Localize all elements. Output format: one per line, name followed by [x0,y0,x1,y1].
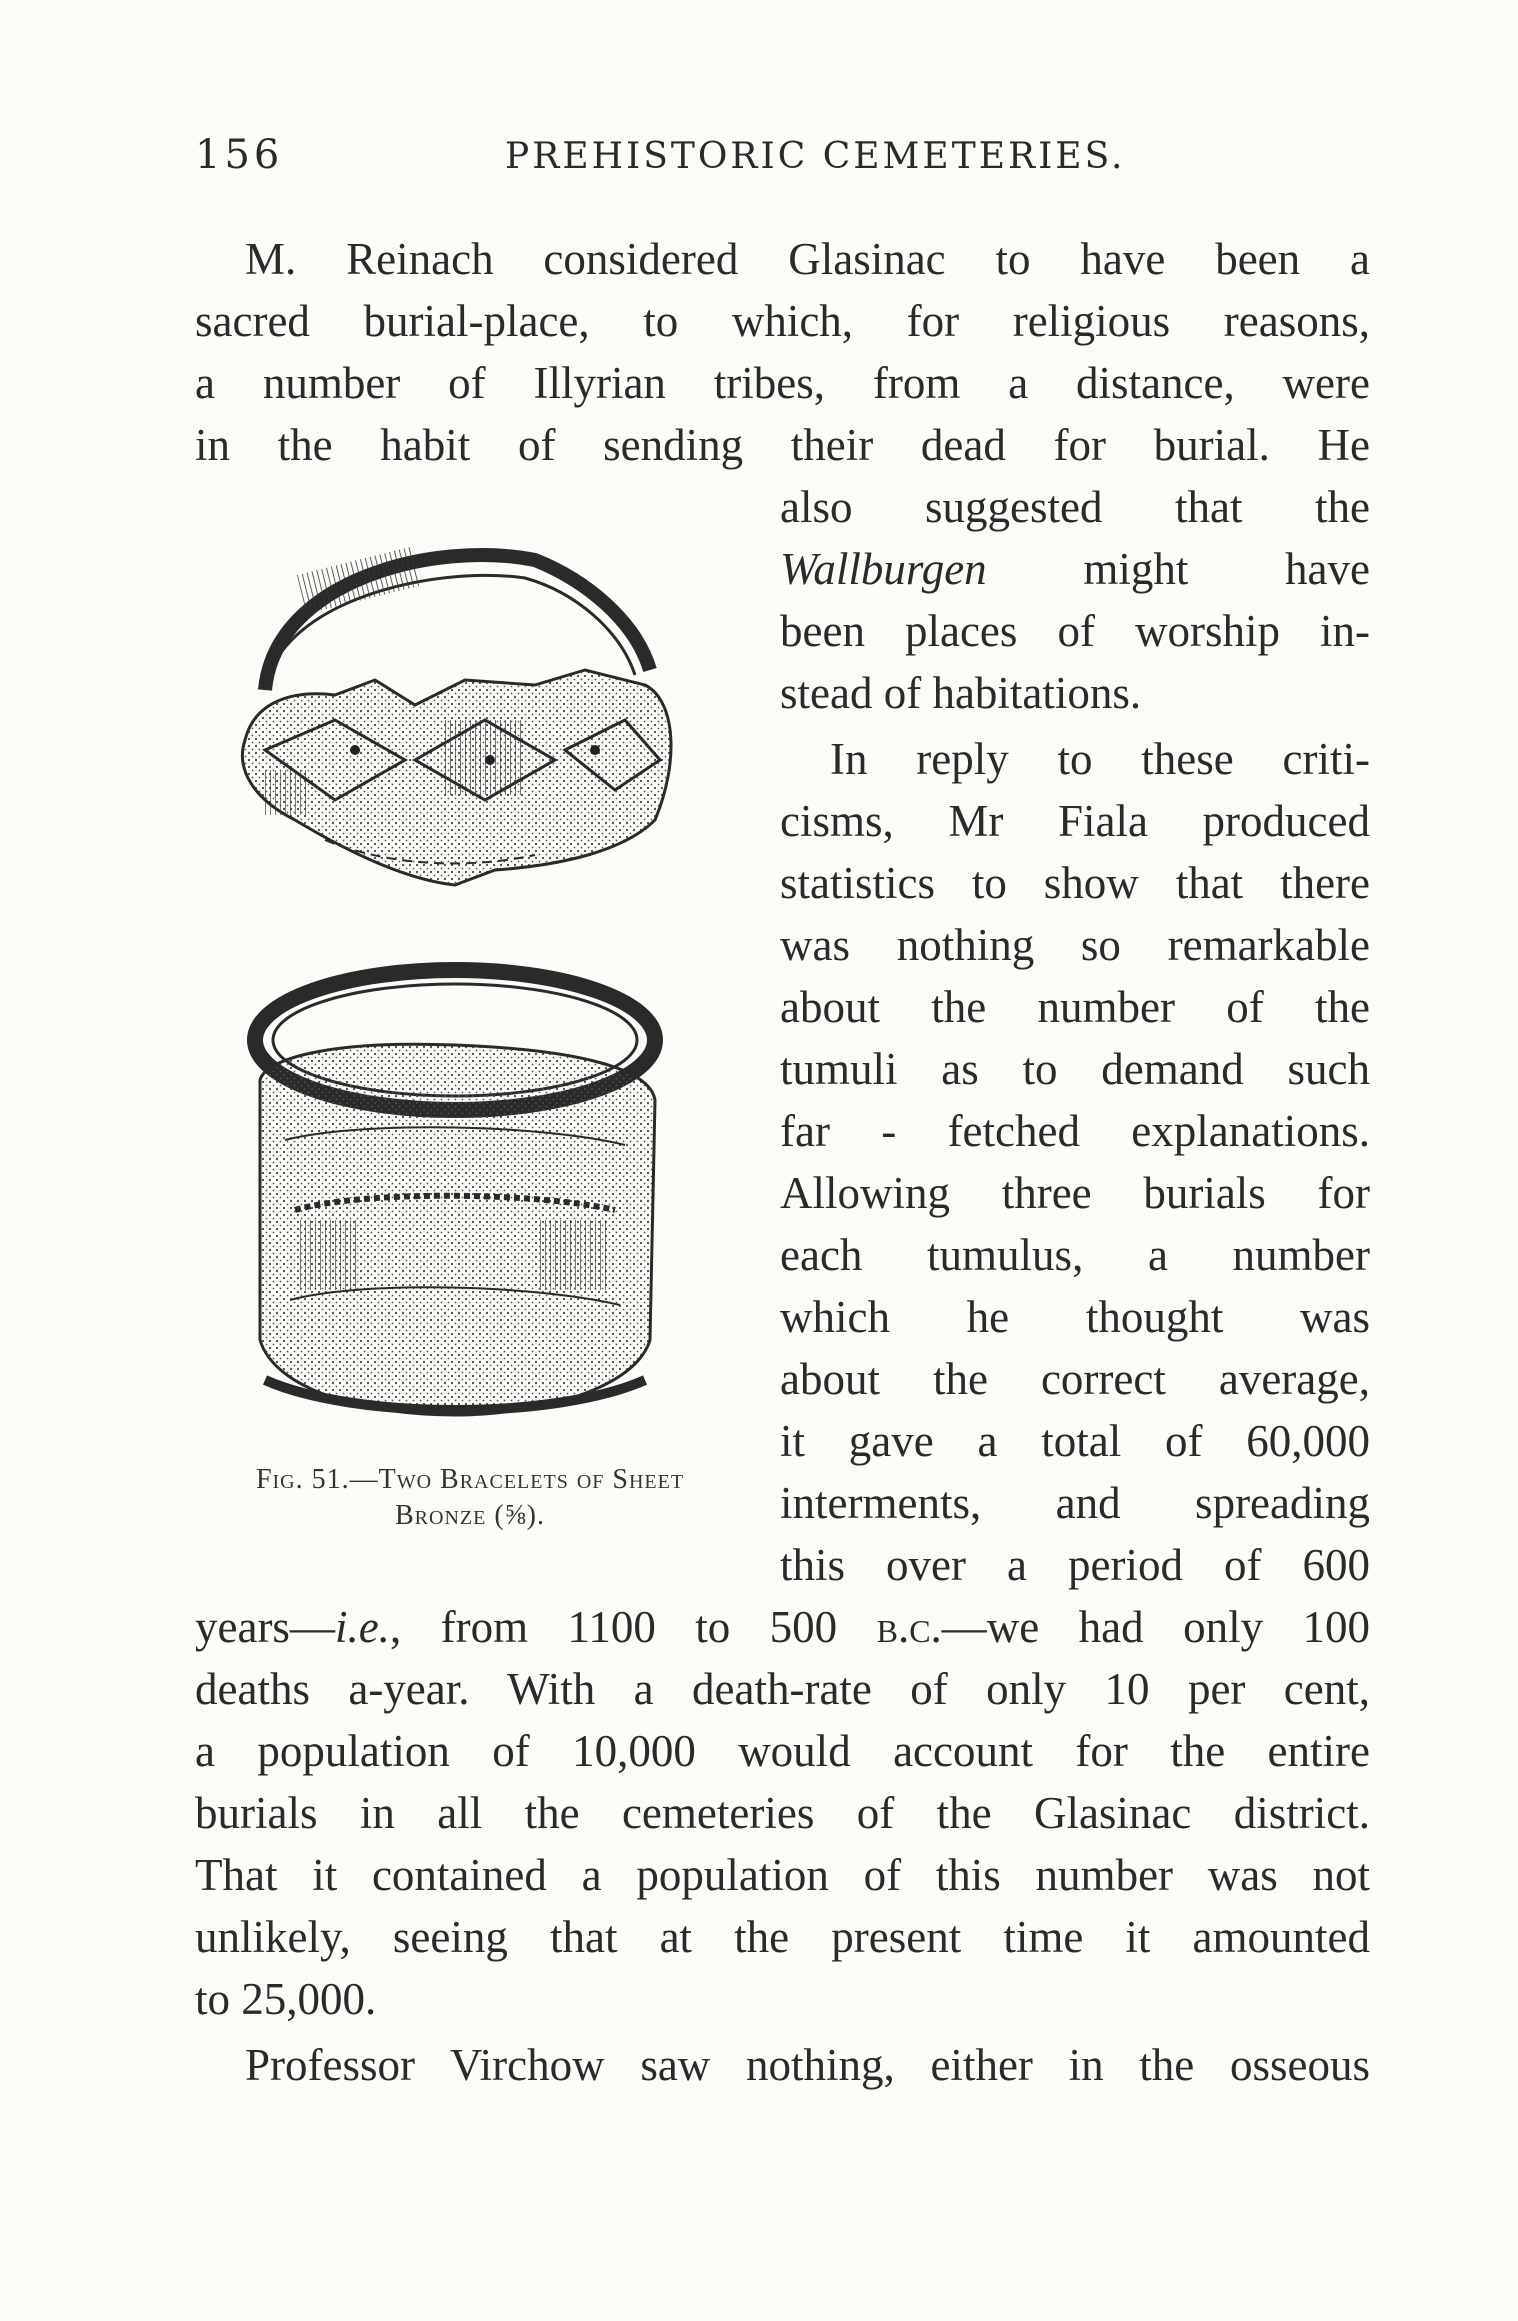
caption-line: Fig. 51.—Two Bracelets of Sheet [255,1464,685,1495]
text-line: also suggested that the [780,482,1370,532]
text-line: been places of worship in- [780,606,1370,656]
text-line: Professor Virchow saw nothing, either in the osseous [245,2040,1370,2090]
text-line: unlikely, seeing that at the present time it amounted [195,1912,1370,1962]
text-line: tumuli as to demand such [780,1044,1370,1094]
text-span: years— [195,1602,335,1652]
text-line: this over a period of 600 [780,1540,1370,1590]
text-line: each tumulus, a number [780,1230,1370,1280]
text-line: a number of Illyrian tribes, from a distance, were [195,358,1370,408]
text-line: deaths a-year. With a death-rate of only 10 per cent, [195,1664,1370,1714]
text-line: about the correct average, [780,1354,1370,1404]
upper-bracelet [242,546,671,885]
text-line: Allowing three burials for [780,1168,1370,1218]
small-caps-abbrev: b.c. [876,1602,942,1652]
text-line: In reply to these criti- [830,734,1370,784]
caption-line: Bronze (⅝). [395,1500,545,1531]
text-line: sacred burial-place, to which, for religious reasons, [195,296,1370,346]
text-line: That it contained a population of this number was not [195,1850,1370,1900]
text-line: which he thought was [780,1292,1370,1342]
italic-abbrev: i.e. [334,1602,390,1652]
text-line: burials in all the cemeteries of the Glasinac district. [195,1788,1370,1838]
text-line: about the number of the [780,982,1370,1032]
text-line: stead of habitations. [780,668,1142,718]
text-line [780,538,1370,600]
text-span: —we had only 100 [941,1602,1370,1652]
text-line [195,1596,1370,1658]
text-line: cisms, Mr Fiala produced [780,796,1370,846]
text-line: to 25,000. [195,1974,377,2024]
lower-bracelet [255,970,655,1415]
text-line: a population of 10,000 would account for the entire [195,1726,1370,1776]
page-header [195,132,1375,188]
text-line: interments, and spreading [780,1478,1370,1528]
text-line: statistics to show that there [780,858,1370,908]
bracelets-illustration [205,520,740,1440]
text-line: far - fetched explanations. [780,1106,1370,1156]
text-span: might have [986,544,1370,594]
text-span: , from 1100 to 500 [389,1602,877,1652]
text-line: M. Reinach considered Glasinac to have been a [245,234,1370,284]
text-line: it gave a total of 60,000 [780,1416,1370,1466]
running-title: PREHISTORIC CEMETERIES. [505,136,1126,177]
text-line: was nothing so remarkable [780,920,1370,970]
text-line: in the habit of sending their dead for burial. He [195,420,1370,470]
italic-term: Wallburgen [780,544,987,594]
page-number: 156 [195,132,284,178]
figure-caption [190,1462,750,1534]
